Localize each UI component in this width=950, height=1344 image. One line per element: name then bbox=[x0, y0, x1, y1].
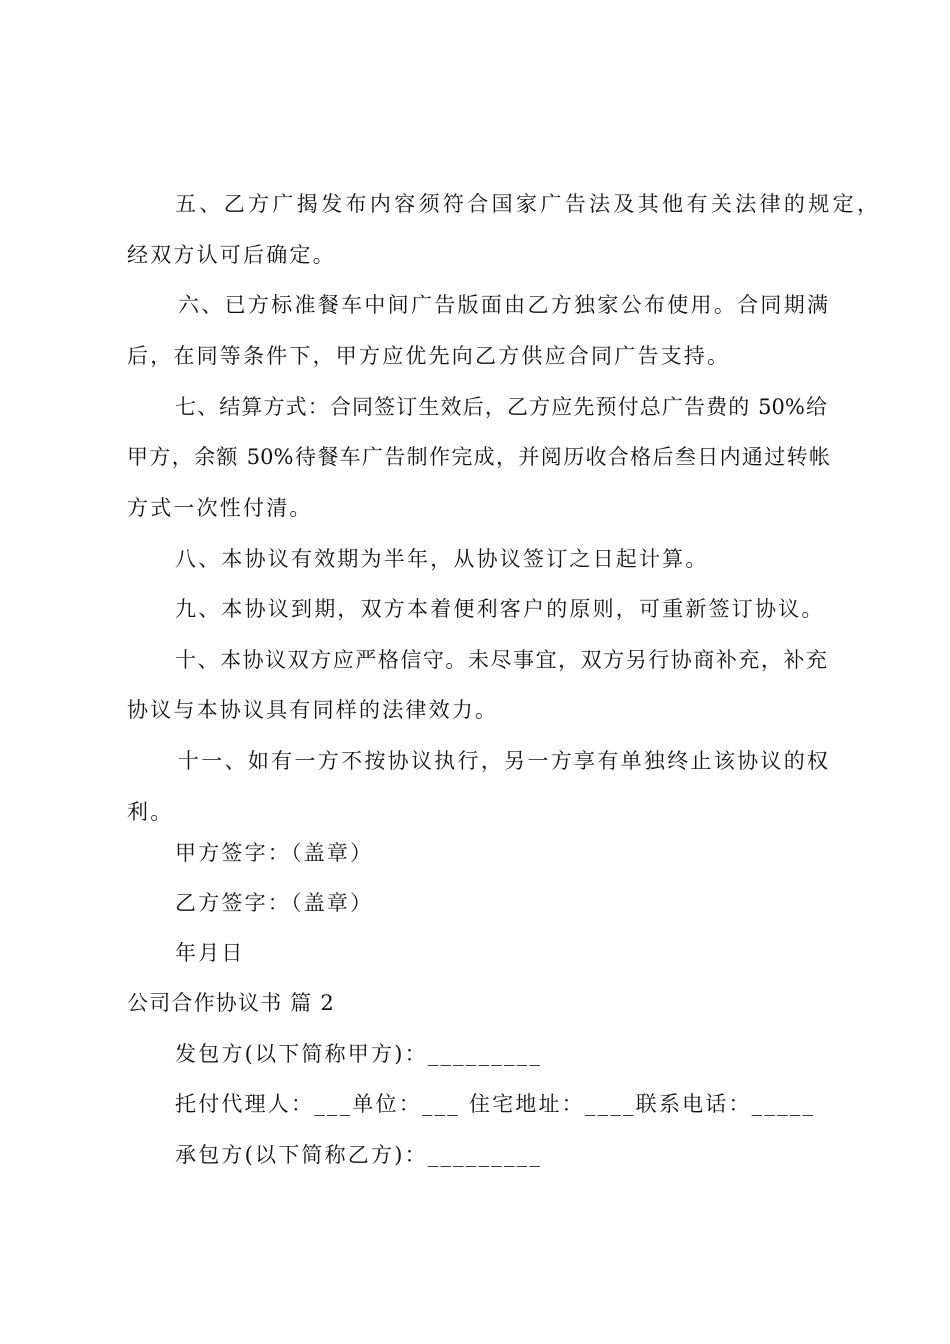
party-b-signature: 乙方签字：（盖章） bbox=[175, 891, 374, 915]
clause-5-line-2: 经双方认可后确定。 bbox=[127, 243, 336, 267]
clause-6-line-2: 后，在同等条件下，甲方应优先向乙方供应合同广告支持。 bbox=[127, 344, 731, 368]
clause-8: 八、本协议有效期为半年，从协议签订之日起计算。 bbox=[175, 547, 709, 571]
contractor-party-b-line: 承包方(以下简称乙方)：_________ bbox=[175, 1143, 543, 1167]
clause-11-line-1: 十一、如有一方不按协议执行，另一方享有单独终止该协议的权 bbox=[178, 749, 828, 773]
section-heading: 公司合作协议书 篇 2 bbox=[127, 991, 335, 1015]
clause-11-line-2: 利。 bbox=[127, 800, 174, 824]
clause-7-line-3: 方式一次性付清。 bbox=[127, 496, 313, 520]
party-a-signature: 甲方签字：（盖章） bbox=[175, 841, 374, 865]
clause-6-line-1: 六、已方标准餐车中间广告版面由乙方独家公布使用。合同期满 bbox=[178, 293, 828, 317]
clause-7-line-1: 七、结算方式：合同签订生效后，乙方应先预付总广告费的 50%给 bbox=[175, 395, 827, 419]
clause-7-line-2: 甲方，余额 50%待餐车广告制作完成，并阅历收合格后叁日内通过转帐 bbox=[127, 445, 830, 469]
agent-info-line: 托付代理人：___单位：___ 住宅地址：____联系电话：_____ bbox=[175, 1092, 816, 1116]
date-line: 年月日 bbox=[175, 941, 245, 965]
clause-9: 九、本协议到期，双方本着便利客户的原则，可重新签订协议。 bbox=[175, 597, 825, 621]
clause-5-line-1: 五、乙方广揭发布内容须符合国家广告法及其他有关法律的规定， bbox=[175, 192, 878, 216]
clause-10-line-1: 十、本协议双方应严格信守。未尽事宜，双方另行协商补充，补充 bbox=[175, 648, 827, 672]
clause-10-line-2: 协议与本协议具有同样的法律效力。 bbox=[127, 698, 499, 722]
contractor-party-a-line: 发包方(以下简称甲方)：_________ bbox=[175, 1042, 543, 1066]
